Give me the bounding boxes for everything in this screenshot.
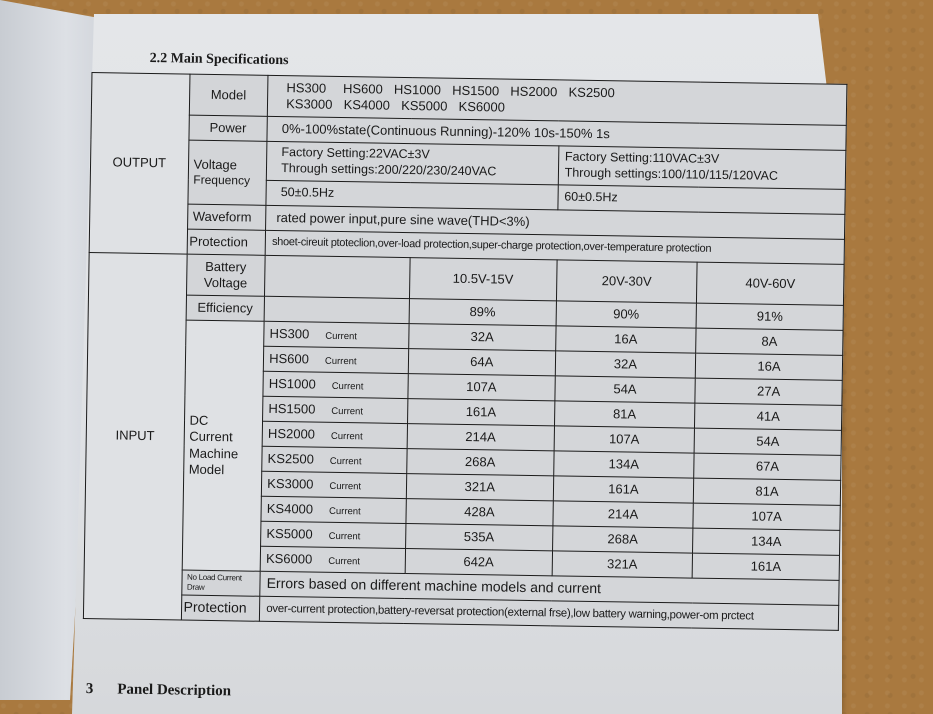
current-value-12v: 107A <box>408 374 555 401</box>
no-load-label: No Load Current Draw <box>181 570 260 596</box>
spec-content <box>78 40 858 710</box>
current-word: Current <box>331 380 364 393</box>
current-model-cell <box>263 346 408 373</box>
current-model-cell <box>263 371 408 398</box>
current-model: HS1000 <box>268 375 316 392</box>
next-section-title: Panel Description <box>117 681 232 700</box>
current-word: Current <box>328 530 361 543</box>
voltage-right-factory: Factory Setting:110VAC±3V <box>564 149 720 167</box>
specifications-table <box>83 72 847 631</box>
current-word: Current <box>325 330 358 343</box>
voltage-left <box>266 141 558 185</box>
dc-label-line3: Machine <box>188 445 239 461</box>
current-model-cell <box>261 496 406 523</box>
power-label: Power <box>188 115 267 141</box>
section-title: 2.2 Main Specifications <box>149 50 289 69</box>
current-model-cell <box>263 396 408 423</box>
current-value-24v: 321A <box>552 551 693 578</box>
current-value-24v: 134A <box>553 451 694 478</box>
current-value-24v: 81A <box>554 401 695 428</box>
dc-label-line4: Model <box>188 461 225 477</box>
dc-current-machine-model-label <box>182 320 265 571</box>
current-value-12v: 428A <box>406 499 553 526</box>
model-list-line1: HS300 HS600 HS1000 HS1500 HS2000 KS2500 <box>286 79 615 101</box>
current-word: Current <box>331 405 364 418</box>
current-value-24v: 268A <box>552 526 693 553</box>
current-word: Current <box>328 555 361 568</box>
current-value-12v: 642A <box>405 549 552 576</box>
frequency-label: Frequency <box>193 172 251 188</box>
current-value-12v: 321A <box>406 474 553 501</box>
battery-voltage-label <box>186 254 265 296</box>
current-model: HS600 <box>269 350 310 367</box>
output-protection-label: Protection <box>187 229 266 255</box>
current-value-48v: 107A <box>693 503 840 530</box>
current-word: Current <box>329 480 362 493</box>
input-protection-label: Protection <box>181 595 260 621</box>
current-value-12v: 268A <box>407 449 554 476</box>
current-value-24v: 214A <box>553 501 694 528</box>
battery-range-2: 20V-30V <box>556 260 697 303</box>
current-value-24v: 32A <box>555 351 696 378</box>
waveform-label: Waveform <box>187 204 266 230</box>
current-model: HS1500 <box>268 400 316 417</box>
next-section-number: 3 <box>85 681 94 698</box>
current-value-48v: 54A <box>694 428 841 455</box>
current-value-12v: 535A <box>405 524 552 551</box>
voltage-right-through: Through settings:100/110/115/120VAC <box>564 165 779 183</box>
voltage-frequency-label <box>187 140 267 205</box>
output-section-label: OUTPUT <box>89 73 189 255</box>
battery-range-1: 10.5V-15V <box>409 258 556 301</box>
current-model: KS4000 <box>266 500 314 517</box>
voltage-left-through: Through settings:200/220/230/240VAC <box>281 161 497 179</box>
current-value-48v: 161A <box>692 553 839 580</box>
current-model-cell <box>261 521 406 548</box>
current-value-12v: 161A <box>407 399 554 426</box>
dc-label-line1: DC <box>189 412 209 428</box>
battery-voltage-blank <box>265 255 410 298</box>
current-value-12v: 32A <box>409 324 556 351</box>
current-value-48v: 27A <box>695 378 842 405</box>
current-value-24v: 54A <box>555 376 696 403</box>
current-model-cell <box>262 471 407 498</box>
current-value-48v: 8A <box>696 328 843 355</box>
current-value-24v: 161A <box>553 476 694 503</box>
battery-range-3: 40V-60V <box>697 262 844 305</box>
output-protection-value: shoet-cireuit ptoteclion,over-load protection,super-charge protection,over-temperature protection <box>265 230 844 264</box>
current-word: Current <box>328 505 361 518</box>
frequency-left: 50±0.5Hz <box>266 180 558 210</box>
current-model: KS5000 <box>266 525 313 542</box>
waveform-value: rated power input,pure sine wave(THD<3%) <box>266 205 845 239</box>
current-model: KS6000 <box>265 550 313 567</box>
battery-voltage-label-line1: Battery <box>205 258 247 275</box>
current-model: HS2000 <box>267 425 316 442</box>
current-value-48v: 16A <box>695 353 842 380</box>
input-section-label: INPUT <box>83 253 186 620</box>
current-word: Current <box>324 355 357 368</box>
voltage-label: Voltage <box>193 156 238 173</box>
model-label: Model <box>189 74 268 116</box>
current-model: KS2500 <box>267 450 314 467</box>
efficiency-3: 91% <box>696 303 843 330</box>
power-value: 0%-100%state(Continuous Running)-120% 10s-150% 1s <box>267 116 846 150</box>
current-value-48v: 81A <box>693 478 840 505</box>
efficiency-1: 89% <box>409 299 556 326</box>
frequency-right: 60±0.5Hz <box>558 185 846 215</box>
voltage-left-factory: Factory Setting:22VAC±3V <box>281 145 430 162</box>
input-protection-value: over-current protection,battery-reversat protection(external frse),low battery warning,power-om prctect <box>260 596 839 630</box>
efficiency-blank <box>264 296 409 323</box>
current-model: HS300 <box>269 325 310 342</box>
efficiency-2: 90% <box>556 301 697 328</box>
no-load-value: Errors based on different machine models and current <box>260 571 839 605</box>
current-word: Current <box>329 455 362 468</box>
current-value-48v: 134A <box>693 528 840 555</box>
current-value-48v: 67A <box>694 453 841 480</box>
current-word: Current <box>330 430 363 443</box>
dc-label-line2: Current <box>189 428 233 445</box>
current-value-12v: 64A <box>408 349 555 376</box>
current-value-24v: 16A <box>555 326 696 353</box>
current-value-24v: 107A <box>554 426 695 453</box>
battery-voltage-label-line2: Voltage <box>203 274 248 291</box>
voltage-right <box>558 146 846 190</box>
current-model-cell <box>262 446 407 473</box>
current-model-cell <box>264 321 409 348</box>
current-value-12v: 214A <box>407 424 554 451</box>
current-model-cell <box>262 421 407 448</box>
model-list-line2: KS3000 KS4000 KS5000 KS6000 <box>286 96 505 115</box>
current-value-48v: 41A <box>695 403 842 430</box>
current-model-cell <box>260 546 405 573</box>
current-model: KS3000 <box>267 475 314 492</box>
efficiency-label: Efficiency <box>186 295 265 321</box>
